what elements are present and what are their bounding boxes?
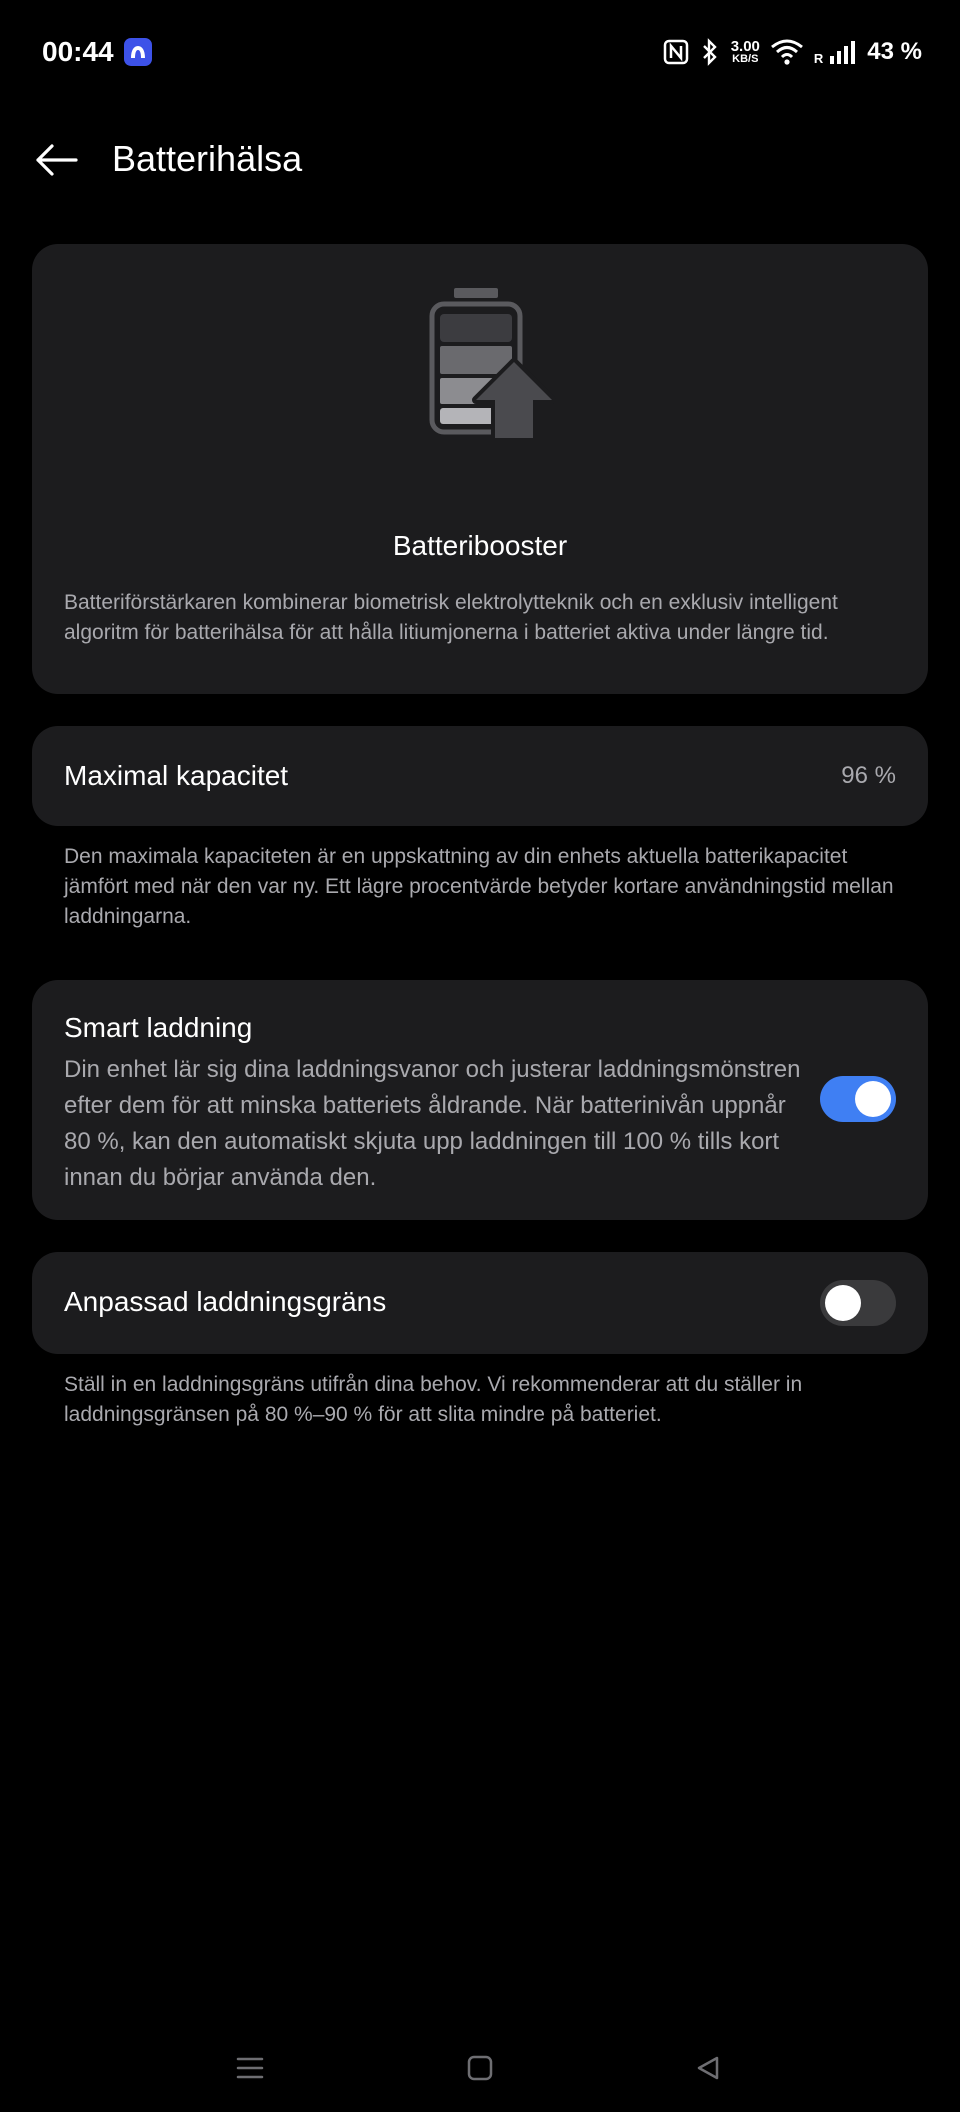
max-capacity-note: Den maximala kapaciteten är en uppskattning av din enhets aktuella batterikapacitet jämfört med när den var ny. Ett lägre procentvärde betyder kortare användningstid mellan laddningarna. — [64, 845, 894, 928]
smart-charging-title: Smart laddning — [64, 1012, 253, 1043]
wifi-icon — [770, 38, 804, 66]
status-icons — [663, 34, 922, 70]
page-title: Batterihälsa — [112, 138, 303, 179]
battery-booster-card — [32, 244, 928, 694]
app-header — [0, 120, 960, 200]
booster-description: Batteriförstärkaren kombinerar biometrisk elektrolytteknik och en exklusiv intelligent algoritm för batterihälsa för att hålla litiumjonerna i batteriet aktiva under längre tid. — [64, 591, 838, 644]
max-capacity-label: Maximal kapacitet — [64, 760, 289, 791]
smart-charging-row[interactable] — [32, 980, 928, 1220]
toggle-knob — [825, 1285, 861, 1321]
signal-icon — [829, 39, 857, 65]
notification-app-icon — [124, 38, 152, 66]
back-triangle-icon — [695, 2055, 721, 2081]
battery-percentage: 43 % — [867, 38, 922, 65]
smart-charging-toggle[interactable] — [820, 1076, 896, 1122]
max-capacity-row — [32, 726, 928, 826]
bluetooth-icon — [699, 38, 721, 66]
toggle-knob — [855, 1081, 891, 1117]
net-speed — [731, 39, 760, 65]
roaming-indicator: R — [813, 50, 824, 66]
nfc-icon — [663, 39, 689, 65]
home-button[interactable] — [458, 2048, 502, 2088]
max-capacity-value: 96 % — [841, 762, 896, 789]
smart-charging-description: Din enhet lär sig dina laddningsvanor och justerar laddningsmönstren efter dem för att minska batteriets åldrande. När batterinivån uppnår 80 %, kan den automatiskt skjuta upp laddningen till 100 % tills kort innan du börjar använda den. — [64, 1056, 801, 1191]
home-icon — [467, 2055, 493, 2081]
net-speed-unit: KB/S — [732, 53, 759, 65]
booster-title: Batteribooster — [392, 530, 568, 561]
charge-limit-row[interactable] — [32, 1252, 928, 1354]
navigation-bar — [0, 2030, 960, 2106]
menu-icon — [236, 2056, 264, 2080]
back-nav-button[interactable] — [686, 2048, 730, 2088]
net-speed-value: 3.00 — [730, 38, 760, 55]
status-bar — [0, 0, 960, 104]
charge-limit-note: Ställ in en laddningsgräns utifrån dina behov. Vi rekommenderar att du ställer in laddningsgränsen på 80 %–90 % för att slita mindre på batteriet. — [64, 1373, 803, 1426]
arrow-left-icon — [34, 143, 78, 177]
recents-button[interactable] — [228, 2048, 272, 2088]
charge-limit-toggle[interactable] — [820, 1280, 896, 1326]
charge-limit-label: Anpassad laddningsgräns — [64, 1286, 387, 1317]
status-time: 00:44 — [42, 36, 114, 67]
back-button[interactable] — [30, 136, 82, 184]
battery-boost-icon — [428, 288, 568, 438]
